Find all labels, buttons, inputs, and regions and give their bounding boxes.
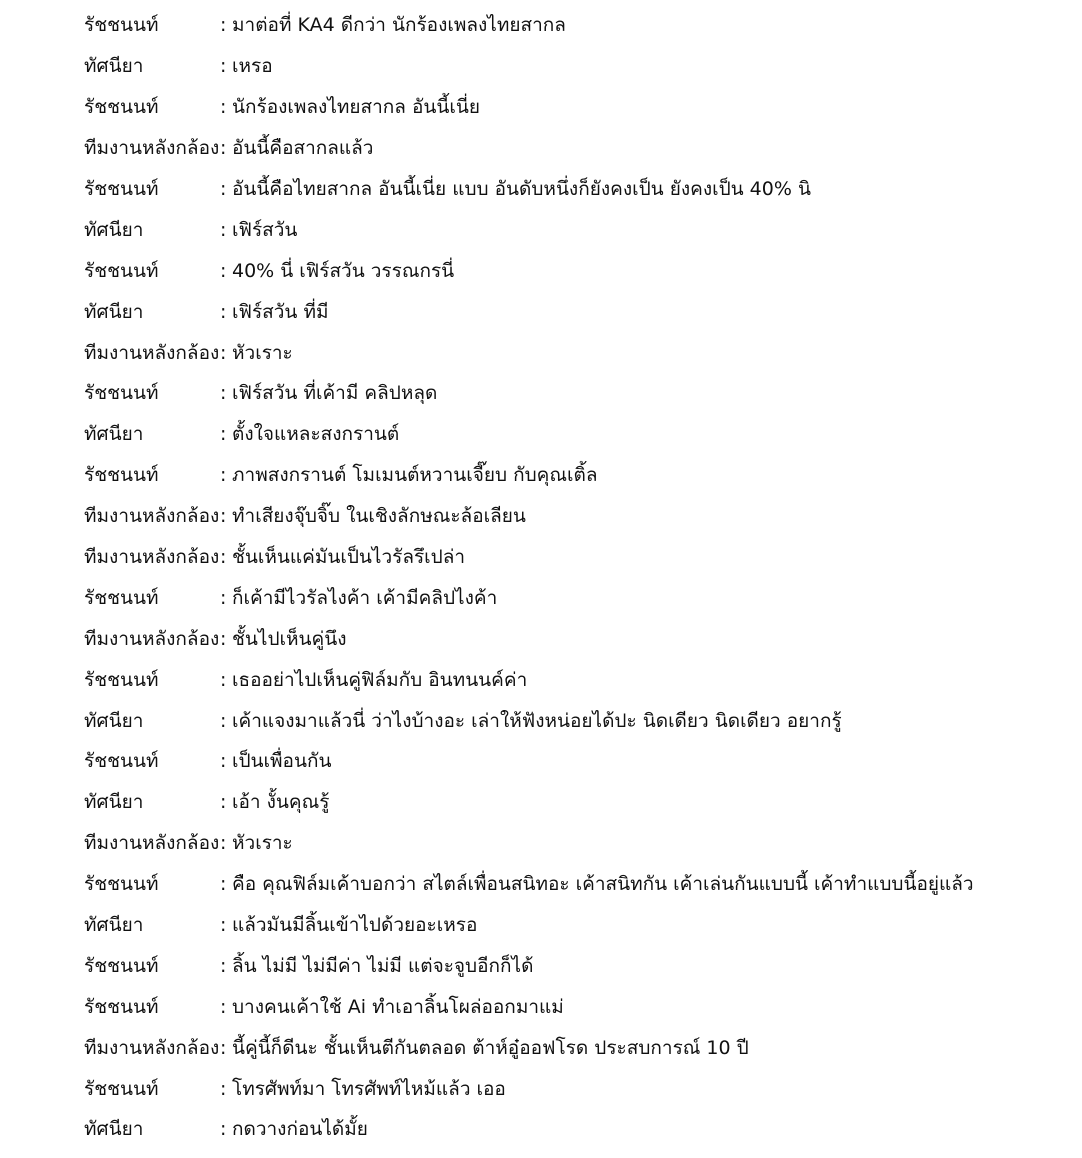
- transcript-line: [84, 823, 1074, 864]
- speaker-name: รัชชนนท์: [84, 1077, 159, 1100]
- separator: :: [220, 423, 227, 446]
- separator: :: [220, 914, 227, 937]
- transcript-line: [84, 5, 1074, 46]
- separator: :: [220, 300, 227, 323]
- transcript-line: [84, 46, 1074, 87]
- speech-text: บางคนเค้าใช้ Ai ทำเอาลิ้นโผล่ออกมาแม่: [232, 995, 564, 1018]
- speaker-name: ทีมงานหลังกล้อง: [84, 832, 220, 855]
- speech-text: นี้คู่นี้ก็ดีนะ ชั้นเห็นตีกันตลอด ต้าห์อู๋ออฟโรด ประสบการณ์ 10 ปี: [232, 1036, 749, 1059]
- separator: :: [220, 546, 227, 569]
- speaker-name: ทัศนียา: [84, 218, 144, 241]
- speaker-name: รัชชนนท์: [84, 96, 159, 119]
- speaker-name: ทีมงานหลังกล้อง: [84, 341, 220, 364]
- separator: :: [220, 995, 227, 1018]
- speech-text: นักร้องเพลงไทยสากล อันนี้เนี่ย: [232, 96, 480, 119]
- speech-text: กดวางก่อนได้มั้ย: [232, 1118, 368, 1141]
- speech-text: ชั้นเห็นแค่มันเป็นไวรัลรึเปล่า: [232, 546, 466, 569]
- separator: :: [220, 668, 227, 691]
- speaker-name: รัชชนนท์: [84, 873, 159, 896]
- transcript-line: [84, 618, 1074, 659]
- speech-text: อันนี้คือไทยสากล อันนี้เนี่ย แบบ อันดับหนึ่งก็ยังคงเป็น ยังคงเป็น 40% นิ: [232, 178, 811, 200]
- speech-text: เฟิร์สวัน: [232, 218, 298, 241]
- speech-text: เอ้า งั้นคุณรู้: [232, 791, 330, 814]
- speaker-name: รัชชนนท์: [84, 995, 159, 1018]
- speech-text: เป็นเพื่อนกัน: [232, 750, 332, 773]
- speaker-name: รัชชนนท์: [84, 464, 159, 487]
- speech-text: หัวเราะ: [232, 341, 293, 364]
- speaker-name: ทัศนียา: [84, 300, 144, 323]
- separator: :: [220, 1118, 227, 1141]
- separator: :: [220, 178, 227, 200]
- separator: :: [220, 1077, 227, 1100]
- speaker-name: ทัศนียา: [84, 914, 144, 937]
- transcript-line: [84, 291, 1074, 332]
- transcript-line: [84, 659, 1074, 700]
- transcript-line: [84, 1068, 1074, 1109]
- speech-text: หัวเราะ: [232, 832, 293, 855]
- separator: :: [220, 1036, 227, 1059]
- transcript-line: [84, 373, 1074, 414]
- speaker-name: ทีมงานหลังกล้อง: [84, 505, 220, 528]
- speaker-name: ทัศนียา: [84, 709, 144, 732]
- transcript-line: [84, 87, 1074, 128]
- speaker-name: ทีมงานหลังกล้อง: [84, 546, 220, 569]
- speech-text: 40% นี่ เฟิร์สวัน วรรณกรนี่: [232, 259, 455, 282]
- speech-text: เหรอ: [232, 55, 273, 78]
- speech-text: ลิ้น ไม่มี ไม่มีค่า ไม่มี แต่จะจูบอีกก็ได้: [232, 954, 534, 977]
- speech-text: ก็เค้ามีไวรัลไงค้า เค้ามีคลิปไงค้า: [232, 586, 498, 609]
- speech-text: เฟิร์สวัน ที่เค้ามี คลิปหลุด: [232, 382, 438, 405]
- transcript-line: [84, 986, 1074, 1027]
- transcript-line: [84, 169, 1074, 210]
- speech-text: มาต่อที่ KA4 ดีกว่า นักร้องเพลงไทยสากล: [232, 14, 566, 37]
- transcript-line: [84, 496, 1074, 537]
- speaker-name: ทัศนียา: [84, 791, 144, 814]
- speaker-name: ทัศนียา: [84, 1118, 144, 1141]
- speaker-name: ทีมงานหลังกล้อง: [84, 627, 220, 650]
- speech-text: เฟิร์สวัน ที่มี: [232, 300, 329, 323]
- speaker-name: รัชชนนท์: [84, 954, 159, 977]
- separator: :: [220, 341, 227, 364]
- speaker-name: ทัศนียา: [84, 423, 144, 446]
- speech-text: เค้าแจงมาแล้วนี่ ว่าไงบ้างอะ เล่าให้ฟังหน่อยได้ปะ นิดเดียว นิดเดียว อยากรู้: [232, 709, 842, 732]
- separator: :: [220, 873, 227, 896]
- speech-text: ทำเสียงจุ๊บจิ๊บ ในเชิงลักษณะล้อเลียน: [232, 505, 526, 528]
- speaker-name: ทัศนียา: [84, 55, 144, 78]
- separator: :: [220, 627, 227, 650]
- transcript-line: [84, 537, 1074, 578]
- speech-text: แล้วมันมีลิ้นเข้าไปด้วยอะเหรอ: [232, 914, 478, 937]
- separator: :: [220, 96, 227, 119]
- transcript-line: [84, 455, 1074, 496]
- transcript-line: [84, 1109, 1074, 1150]
- separator: :: [220, 137, 227, 160]
- speaker-name: รัชชนนท์: [84, 382, 159, 405]
- transcript-line: [84, 945, 1074, 986]
- separator: :: [220, 464, 227, 487]
- transcript-line: [84, 128, 1074, 169]
- speech-text: คือ คุณฟิล์มเค้าบอกว่า สไตล์เพื่อนสนิทอะ เค้าสนิทกัน เค้าเล่นกันแบบนี้ เค้าทำแบบนี้อยู่แล้ว: [232, 873, 974, 896]
- separator: :: [220, 586, 227, 609]
- separator: :: [220, 55, 227, 78]
- speaker-name: ทีมงานหลังกล้อง: [84, 137, 220, 160]
- transcript-line: [84, 209, 1074, 250]
- separator: :: [220, 505, 227, 528]
- transcript: [84, 5, 1074, 1150]
- transcript-line: [84, 332, 1074, 373]
- speech-text: โทรศัพท์มา โทรศัพท์ไหม้แล้ว เออ: [232, 1077, 506, 1100]
- speaker-name: รัชชนนท์: [84, 668, 159, 691]
- speech-text: ชั้นไปเห็นคู่นึง: [232, 627, 347, 650]
- speaker-name: รัชชนนท์: [84, 14, 159, 37]
- speaker-name: รัชชนนท์: [84, 259, 159, 282]
- transcript-line: [84, 905, 1074, 946]
- separator: :: [220, 14, 227, 37]
- separator: :: [220, 382, 227, 405]
- transcript-line: [84, 1027, 1074, 1068]
- transcript-line: [84, 577, 1074, 618]
- transcript-line: [84, 741, 1074, 782]
- speaker-name: รัชชนนท์: [84, 178, 159, 200]
- speaker-name: รัชชนนท์: [84, 586, 159, 609]
- separator: :: [220, 832, 227, 855]
- separator: :: [220, 218, 227, 241]
- speech-text: ตั้งใจแหละสงกรานต์: [232, 423, 400, 446]
- speech-text: อันนี้คือสากลแล้ว: [232, 137, 374, 160]
- speech-text: เธออย่าไปเห็นคู่ฟิล์มกับ อินทนนค์ค่า: [232, 668, 528, 691]
- transcript-line: [84, 250, 1074, 291]
- speaker-name: รัชชนนท์: [84, 750, 159, 773]
- transcript-line: [84, 864, 1074, 905]
- separator: :: [220, 750, 227, 773]
- transcript-line: [84, 700, 1074, 741]
- separator: :: [220, 791, 227, 814]
- speaker-name: ทีมงานหลังกล้อง: [84, 1036, 220, 1059]
- separator: :: [220, 259, 227, 282]
- separator: :: [220, 709, 227, 732]
- transcript-line: [84, 414, 1074, 455]
- transcript-line: [84, 782, 1074, 823]
- speech-text: ภาพสงกรานต์ โมเมนต์หวานเจี๊ยบ กับคุณเติ้ล: [232, 464, 598, 487]
- separator: :: [220, 954, 227, 977]
